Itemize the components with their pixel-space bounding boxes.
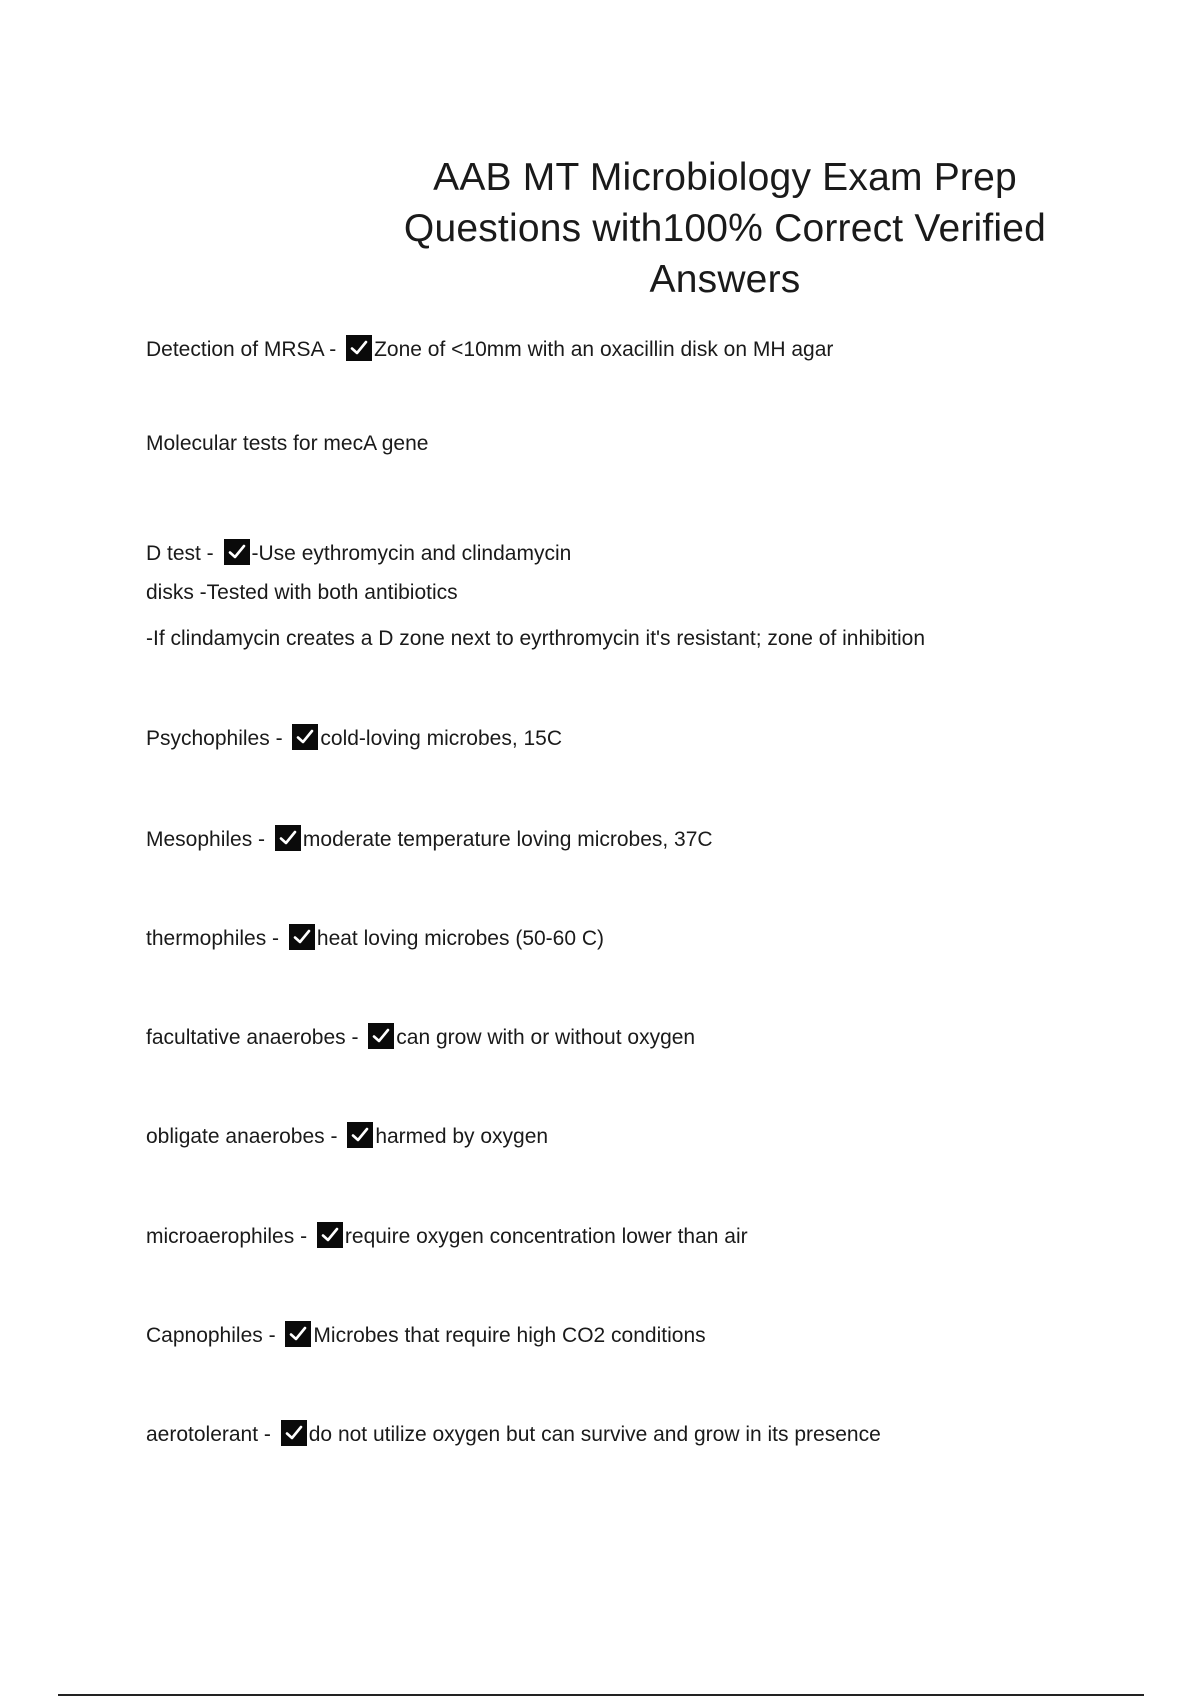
- footer-divider: [58, 1694, 1144, 1696]
- entry-answer: -Use eythromycin and clindamycin: [251, 542, 572, 565]
- check-icon: [346, 335, 372, 361]
- entry-d-test-continuation-1: disks -Tested with both antibiotics: [146, 581, 458, 604]
- entry-d-test-continuation-2: -If clindamycin creates a D zone next to eyrthromycin it's resistant; zone of inhibition: [146, 627, 926, 650]
- check-icon: [281, 1420, 307, 1446]
- check-icon: [275, 825, 301, 851]
- entry-answer: moderate temperature loving microbes, 37C: [302, 828, 713, 851]
- entry-psychophiles: [146, 724, 562, 753]
- entry-answer: harmed by oxygen: [375, 1125, 549, 1148]
- entry-mesophiles: [146, 825, 713, 854]
- title-line-1: AAB MT Microbiology Exam Prep: [433, 156, 1017, 199]
- entry-term: thermophiles -: [146, 927, 285, 950]
- entry-obligate-anaerobes: [146, 1122, 548, 1151]
- entry-capnophiles: [146, 1321, 706, 1350]
- entry-term: Detection of MRSA -: [146, 338, 343, 361]
- check-icon: [347, 1122, 373, 1148]
- entry-aerotolerant: [146, 1420, 881, 1449]
- entry-term: aerotolerant -: [146, 1423, 277, 1446]
- entry-facultative-anaerobes: [146, 1023, 695, 1052]
- check-icon: [289, 924, 315, 950]
- entry-term: facultative anaerobes -: [146, 1026, 365, 1049]
- entry-term: microaerophiles -: [146, 1225, 313, 1248]
- entry-answer: can grow with or without oxygen: [396, 1026, 696, 1049]
- check-icon: [285, 1321, 311, 1347]
- title-line-3: Answers: [649, 258, 801, 301]
- entry-answer: Zone of <10mm with an oxacillin disk on MH agar: [374, 338, 834, 361]
- check-icon: [224, 539, 250, 565]
- document-title: [380, 152, 1070, 305]
- entry-term: Mesophiles -: [146, 828, 271, 851]
- entry-answer: require oxygen concentration lower than air: [344, 1225, 748, 1248]
- entry-answer: do not utilize oxygen but can survive and grow in its presence: [308, 1423, 881, 1446]
- entry-term: Capnophiles -: [146, 1324, 282, 1347]
- entry-term: obligate anaerobes -: [146, 1125, 344, 1148]
- entry-detection-of-mrsa: [146, 335, 833, 364]
- entry-molecular-tests: [146, 430, 428, 458]
- entry-term: Psychophiles -: [146, 727, 289, 750]
- entry-answer: Microbes that require high CO2 conditions: [313, 1324, 706, 1347]
- check-icon: [368, 1023, 394, 1049]
- entry-answer: cold-loving microbes, 15C: [320, 727, 563, 750]
- entry-term: Molecular tests for mecA gene: [146, 432, 429, 455]
- entry-d-test: [146, 539, 571, 568]
- check-icon: [317, 1222, 343, 1248]
- entry-answer: heat loving microbes (50-60 C): [316, 927, 605, 950]
- entry-term: D test -: [146, 542, 220, 565]
- entry-microaerophiles: [146, 1222, 748, 1251]
- title-line-2: Questions with100% Correct Verified: [403, 207, 1047, 250]
- entry-thermophiles: [146, 924, 604, 953]
- check-icon: [292, 724, 318, 750]
